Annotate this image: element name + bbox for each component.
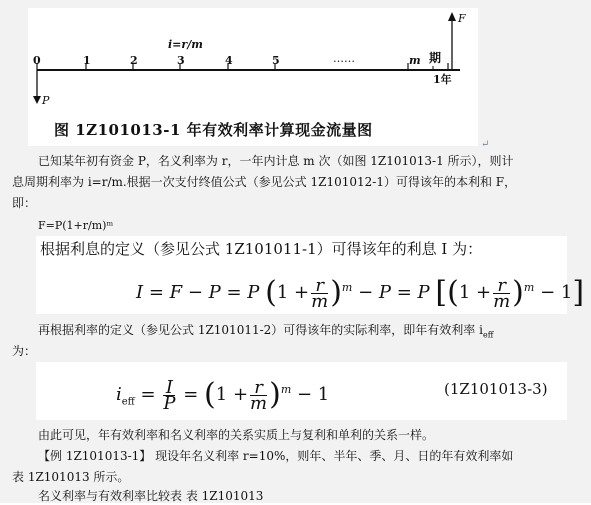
f-label: F: [458, 12, 466, 25]
tick-label-4: 4: [225, 54, 233, 67]
r-over-m: $\frac{r}{m}$: [311, 274, 329, 312]
para4-line4: 名义利率与有效利率比较表 表 1Z101013: [38, 489, 264, 503]
para2-heading: 根据利息的定义（参见公式 1Z101011-1）可得该年的利息 I 为：: [40, 240, 483, 258]
cash-flow-figure: [28, 8, 478, 146]
p-label: P: [42, 94, 50, 107]
para1-formula: F=P(1+r/m)ᵐ: [38, 219, 114, 232]
tick-ellipsis: ……: [333, 52, 355, 65]
equation-number: (1Z101013-3): [444, 380, 548, 398]
para1-line3: 即：: [12, 196, 37, 210]
effective-rate-formula-panel: [36, 362, 567, 420]
paragraph-mark: ↵: [481, 139, 490, 150]
rate-label: i=r/m: [168, 38, 203, 51]
para3-line1: 再根据利率的定义（参见公式 1Z101011-2）可得该年的实际利率，即年有效利率 $i_{eff}$: [38, 323, 494, 340]
para4-line1: 由此可见，年有效利率和名义利率的关系实质上与复利和单利的关系一样。: [38, 428, 435, 442]
tick-label-5: 5: [272, 54, 280, 67]
tick-label-m: m: [409, 54, 421, 67]
tick-label-0: 0: [33, 54, 41, 67]
formula1-mid: − P = P: [358, 282, 430, 303]
f-arrowhead: [448, 12, 456, 21]
effective-rate-formula: $i_{eff}$ = $\frac{I}{P}$ = (1 + $\frac{r}{m}$ )$^m$ − 1: [116, 376, 330, 414]
para1-line2: 息周期利率为 i=r/m.根据一次支付终值公式（参见公式 1Z101012-1）可得该年的本利和 F，: [12, 175, 517, 189]
tick-label-3: 3: [177, 54, 185, 67]
para4-line2: 【例 1Z101013-1】 现设年名义利率 r=10%，则年、半年、季、月、日的年有效利率如: [38, 449, 514, 463]
year-label: 1年: [433, 73, 452, 86]
para4-line3: 表 1Z101013 所示。: [12, 470, 130, 484]
figure-caption: 图 1Z101013-1 年有效利率计算现金流量图: [54, 121, 373, 139]
period-label: 期: [429, 51, 442, 65]
para1-line1: 已知某年初有资金 P，名义利率为 r，一年内计息 m 次（如图 1Z101013-1 所示），则计: [38, 154, 514, 168]
p-arrowhead: [33, 96, 41, 104]
tick-label-2: 2: [130, 54, 138, 67]
interest-formula: I = F − P = P (1 + $\frac{r}{m}$ )$^m$ − P = P [(1 + $\frac{r}{m}$ )$^m$ − 1]: [136, 274, 585, 312]
interest-formula-panel: [36, 236, 585, 314]
para3-line2: 为：: [12, 344, 37, 358]
tick-label-1: 1: [83, 54, 91, 67]
timeline-ticks: [37, 63, 448, 70]
formula1-lhs: I = F − P = P: [136, 282, 260, 303]
